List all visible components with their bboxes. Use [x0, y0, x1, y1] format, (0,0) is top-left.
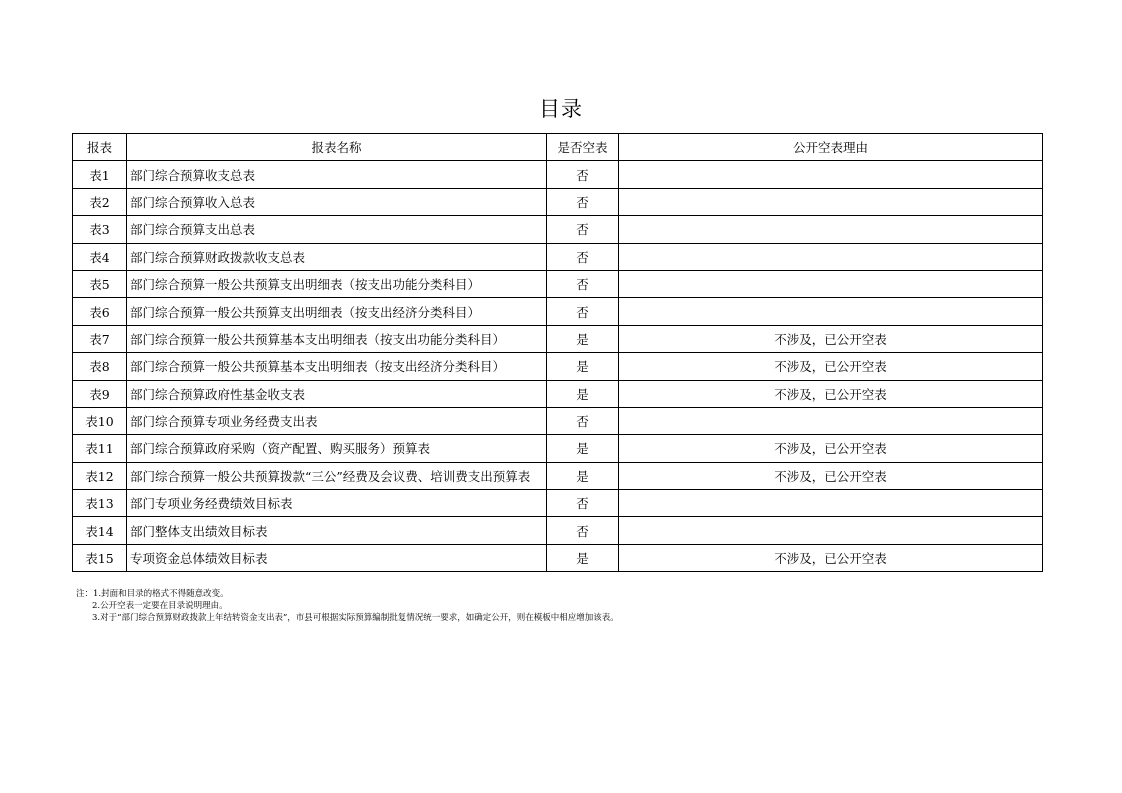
cell-report-no: 表7 [73, 325, 127, 352]
table-row [73, 517, 1043, 544]
cell-report-name: 部门综合预算支出总表 [127, 216, 547, 243]
cell-report-no: 表11 [73, 435, 127, 462]
table-row [73, 243, 1043, 270]
header-is-empty: 是否空表 [547, 134, 619, 161]
cell-is-empty: 是 [547, 353, 619, 380]
table-row [73, 270, 1043, 297]
table-row [73, 462, 1043, 489]
note-line: 3.对于“部门综合预算财政拨款上年结转资金支出表”，市县可根据实际预算编制批复情况统一要求，如确定公开，则在模板中相应增加该表。 [92, 613, 619, 623]
cell-is-empty: 否 [547, 216, 619, 243]
table-row [73, 216, 1043, 243]
cell-empty-reason [619, 407, 1043, 434]
cell-report-name: 部门综合预算政府性基金收支表 [127, 380, 547, 407]
cell-is-empty: 否 [547, 161, 619, 188]
cell-report-no: 表3 [73, 216, 127, 243]
header-report-name: 报表名称 [127, 134, 547, 161]
toc-table [72, 133, 1043, 572]
cell-report-name: 部门综合预算政府采购（资产配置、购买服务）预算表 [127, 435, 547, 462]
cell-is-empty: 否 [547, 270, 619, 297]
table-row [73, 435, 1043, 462]
note-line: 2.公开空表一定要在目录说明理由。 [92, 601, 228, 611]
cell-empty-reason [619, 243, 1043, 270]
page-title: 目录 [539, 97, 583, 121]
cell-report-name: 部门综合预算一般公共预算支出明细表（按支出经济分类科目） [127, 298, 547, 325]
table-row [73, 544, 1043, 571]
cell-empty-reason: 不涉及，已公开空表 [619, 462, 1043, 489]
cell-report-no: 表9 [73, 380, 127, 407]
header-report-no: 报表 [73, 134, 127, 161]
cell-report-no: 表15 [73, 544, 127, 571]
table-row [73, 353, 1043, 380]
cell-report-no: 表5 [73, 270, 127, 297]
cell-empty-reason: 不涉及，已公开空表 [619, 435, 1043, 462]
cell-report-name: 部门综合预算一般公共预算拨款“三公”经费及会议费、培训费支出预算表 [127, 462, 547, 489]
cell-is-empty: 否 [547, 407, 619, 434]
table-row [73, 380, 1043, 407]
cell-report-no: 表1 [73, 161, 127, 188]
cell-report-no: 表6 [73, 298, 127, 325]
cell-report-no: 表4 [73, 243, 127, 270]
cell-report-name: 部门整体支出绩效目标表 [127, 517, 547, 544]
cell-is-empty: 是 [547, 380, 619, 407]
cell-is-empty: 否 [547, 188, 619, 215]
cell-report-name: 部门综合预算一般公共预算支出明细表（按支出功能分类科目） [127, 270, 547, 297]
cell-empty-reason [619, 161, 1043, 188]
cell-report-no: 表2 [73, 188, 127, 215]
cell-is-empty: 是 [547, 462, 619, 489]
table-body [73, 161, 1043, 572]
cell-is-empty: 否 [547, 243, 619, 270]
cell-empty-reason: 不涉及，已公开空表 [619, 325, 1043, 352]
cell-report-no: 表14 [73, 517, 127, 544]
cell-report-no: 表12 [73, 462, 127, 489]
cell-is-empty: 是 [547, 325, 619, 352]
cell-empty-reason: 不涉及，已公开空表 [619, 353, 1043, 380]
table-row [73, 298, 1043, 325]
cell-report-no: 表10 [73, 407, 127, 434]
cell-empty-reason [619, 270, 1043, 297]
cell-report-name: 部门综合预算一般公共预算基本支出明细表（按支出经济分类科目） [127, 353, 547, 380]
cell-report-no: 表13 [73, 490, 127, 517]
cell-report-name: 部门综合预算专项业务经费支出表 [127, 407, 547, 434]
cell-is-empty: 否 [547, 490, 619, 517]
cell-report-name: 专项资金总体绩效目标表 [127, 544, 547, 571]
cell-report-no: 表8 [73, 353, 127, 380]
table-row [73, 161, 1043, 188]
cell-empty-reason [619, 216, 1043, 243]
cell-report-name: 部门综合预算收入总表 [127, 188, 547, 215]
cell-report-name: 部门专项业务经费绩效目标表 [127, 490, 547, 517]
notes [76, 588, 619, 624]
cell-empty-reason [619, 490, 1043, 517]
cell-is-empty: 否 [547, 298, 619, 325]
header-empty-reason: 公开空表理由 [619, 134, 1043, 161]
note-line: 注：1.封面和目录的格式不得随意改变。 [76, 589, 229, 599]
cell-empty-reason: 不涉及，已公开空表 [619, 380, 1043, 407]
cell-empty-reason: 不涉及，已公开空表 [619, 544, 1043, 571]
table-row [73, 325, 1043, 352]
cell-is-empty: 是 [547, 544, 619, 571]
table-row [73, 407, 1043, 434]
cell-report-name: 部门综合预算一般公共预算基本支出明细表（按支出功能分类科目） [127, 325, 547, 352]
cell-empty-reason [619, 298, 1043, 325]
cell-empty-reason [619, 188, 1043, 215]
cell-is-empty: 否 [547, 517, 619, 544]
cell-empty-reason [619, 517, 1043, 544]
cell-is-empty: 是 [547, 435, 619, 462]
cell-report-name: 部门综合预算收支总表 [127, 161, 547, 188]
table-row [73, 188, 1043, 215]
table-header-row [73, 134, 1043, 161]
cell-report-name: 部门综合预算财政拨款收支总表 [127, 243, 547, 270]
table-row [73, 490, 1043, 517]
